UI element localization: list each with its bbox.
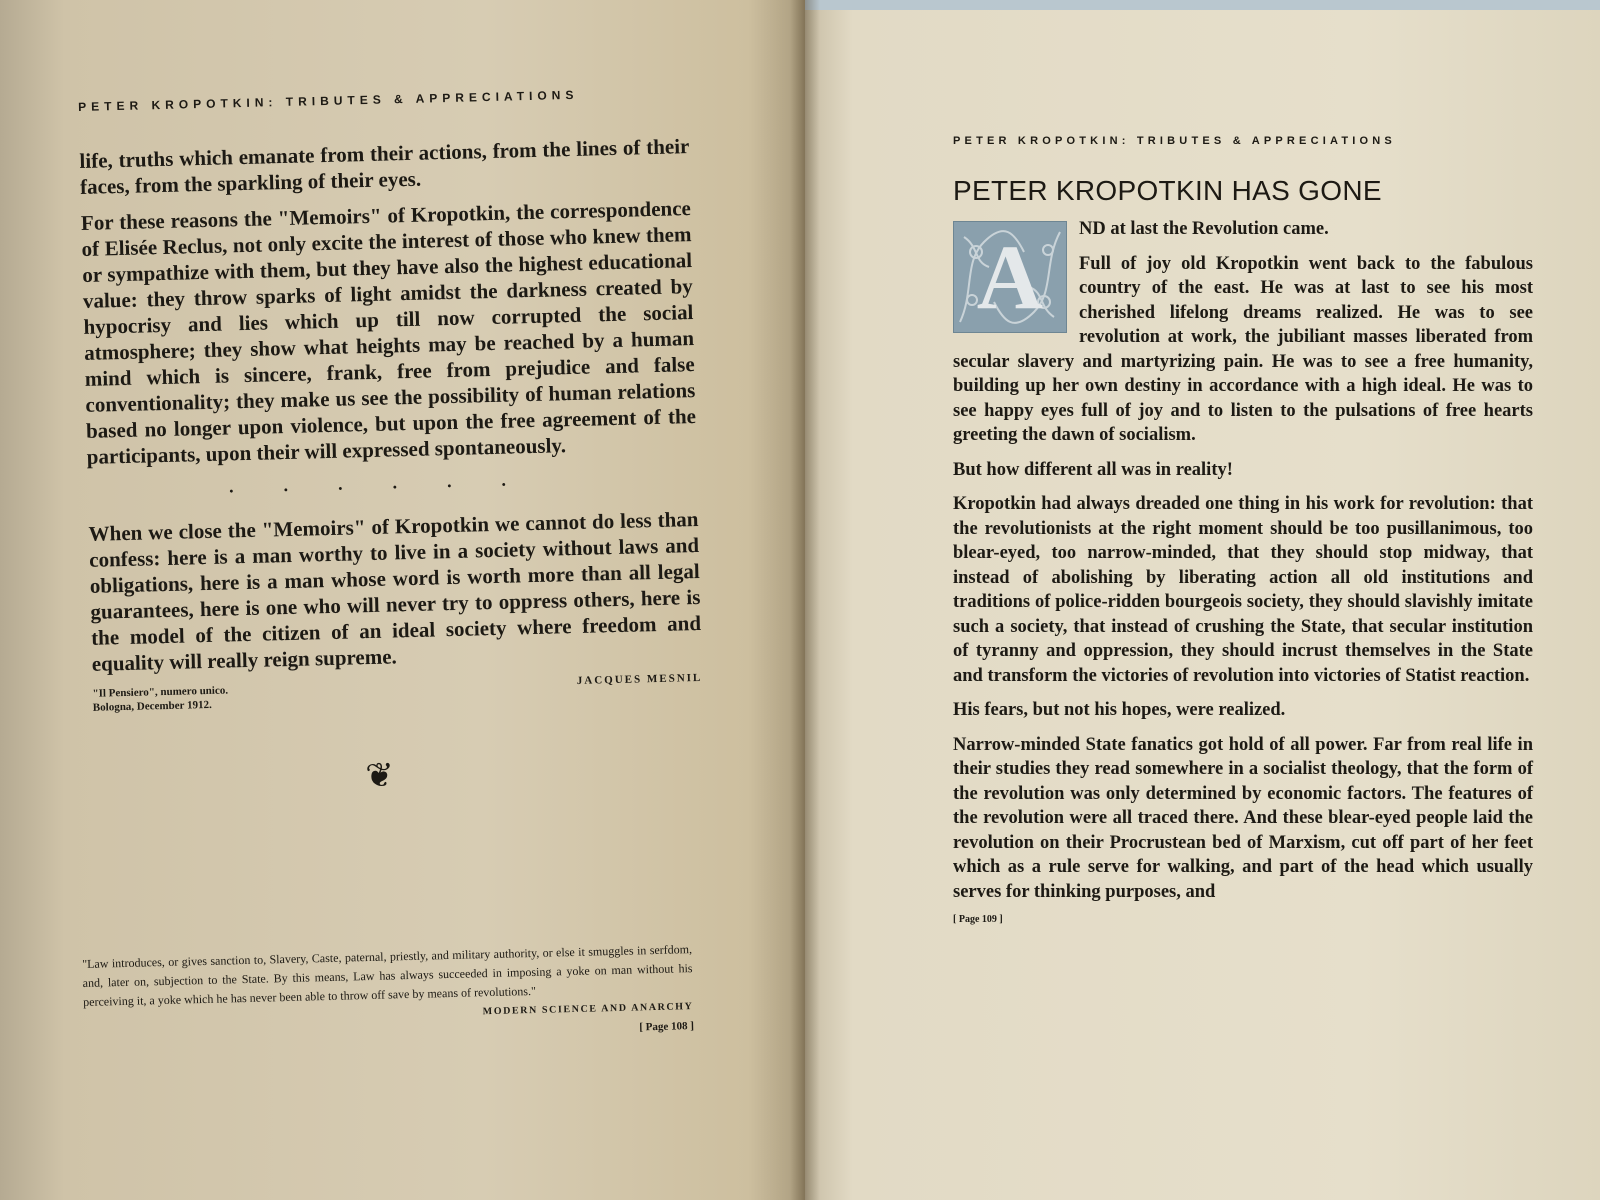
paragraph: But how different all was in reality!	[953, 459, 1233, 480]
paragraph: Full of joy old Kropotkin went back to the fabulous country of the east. He was at last to see his most cherished lifelong dreams realized. He was to see revolution at work, the jubiliant masses liberated from secular slavery and martyrizing pain. He was to see a free humanity, building up her own destiny in accordance with a high ideal. He was to see happy eyes full of joy and to listen to the pulsations of free hearts greeting the dawn of socialism.	[953, 253, 1533, 445]
source-note-line: "Il Pensiero", numero unico.	[92, 684, 229, 700]
dropcap-letter: A	[976, 226, 1044, 328]
epigraph	[82, 940, 694, 1047]
page-title: PETER KROPOTKIN HAS GONE	[953, 175, 1382, 206]
paragraph: For these reasons the "Memoirs" of Kropotkin, the correspondence of Elisée Reclus, not only excite the interest of those who knew them or sympathize with them, but they have also the highest educational value: they throw sparks of light amidst the darkness created by hypocrisy and lies which up till now corrupted the social atmosphere; they show what heights may be reached by a human mind which is sincere, frank, free from prejudice and false conventionality; they make us see the possibility of human relations based no longer upon violence, but upon the free agreement of the participants, upon their will expressed spontaneously.	[80, 196, 697, 469]
decorative-initial-icon	[953, 221, 1067, 333]
source-note-line: Bologna, December 1912.	[92, 698, 212, 714]
paragraph: Kropotkin had always dreaded one thing in his work for revolution: that the revolutionists at the right moment should be too pusillanimous, too blear-eyed, too narrow-minded, that they should stop midway, that instead of abolishing by liberating action all old institutions and traditions of police-ridden bourgeois society, they should slavishly imitate such a society, that instead of crushing the State, that secular institution of tyranny and oppression, they should incrust themselves in the State and transform the victories of revolution into victories of Statist reaction.	[953, 494, 1533, 686]
running-head: PETER KROPOTKIN: TRIBUTES & APPRECIATIONS	[953, 135, 1396, 147]
paragraph: Narrow-minded State fanatics got hold of all power. Far from real life in their studies they read somewhere in a socialist theology, that the form of the revolution was only determined by economic factors. The features of the revolution were all traced there. And these blear-eyed people laid the revolution on their Procrustean bed of Marxism, cut off part of her feet which as a rule serve for walking, and part of the head which usually serves for thinking purposes, and	[953, 734, 1533, 902]
running-head: PETER KROPOTKIN: TRIBUTES & APPRECIATIONS	[78, 87, 579, 114]
source-note	[92, 684, 228, 715]
right-page-body	[953, 135, 1533, 925]
right-page	[805, 10, 1600, 1200]
section-separator: ......	[228, 468, 557, 497]
author-name: JACQUES MESNIL	[576, 671, 703, 687]
gutter-shadow	[790, 0, 820, 1200]
closing-paragraph: When we close the "Memoirs" of Kropotkin we cannot do less than confess: here is a man worthy to live in a society without laws and obligations, here is a man whose word is worth more than all legal guarantees, here is one who will never try to oppress others, here is the model of the citizen of an ideal society where freedom and equality will really reign supreme.	[88, 506, 702, 676]
paragraph: His fears, but not his hopes, were realized.	[953, 700, 1286, 720]
epigraph-source: MODERN SCIENCE AND ANARCHY	[482, 1001, 694, 1018]
attribution	[92, 672, 703, 715]
fleuron-icon: ❦	[364, 757, 395, 796]
left-page-body	[78, 85, 705, 803]
page-number: [ Page 109 ]	[953, 914, 1003, 925]
opening-line: ND at last the Revolution came.	[1079, 219, 1329, 239]
paragraph: life, truths which emanate from their actions, from the lines of their faces, from the sparkling of their eyes.	[79, 134, 690, 199]
epigraph-text: "Law introduces, or gives sanction to, Slavery, Caste, paternal, priestly, and military authority, or else it smuggles in serfdom, and, later on, subjection to the State. By this means, Law has always succeeded in imposing a yoke on man without his perceiving it, a yoke which he has never been able to throw off save by means of revolutions."	[82, 942, 693, 1009]
page-number: [ Page 108 ]	[639, 1020, 695, 1034]
